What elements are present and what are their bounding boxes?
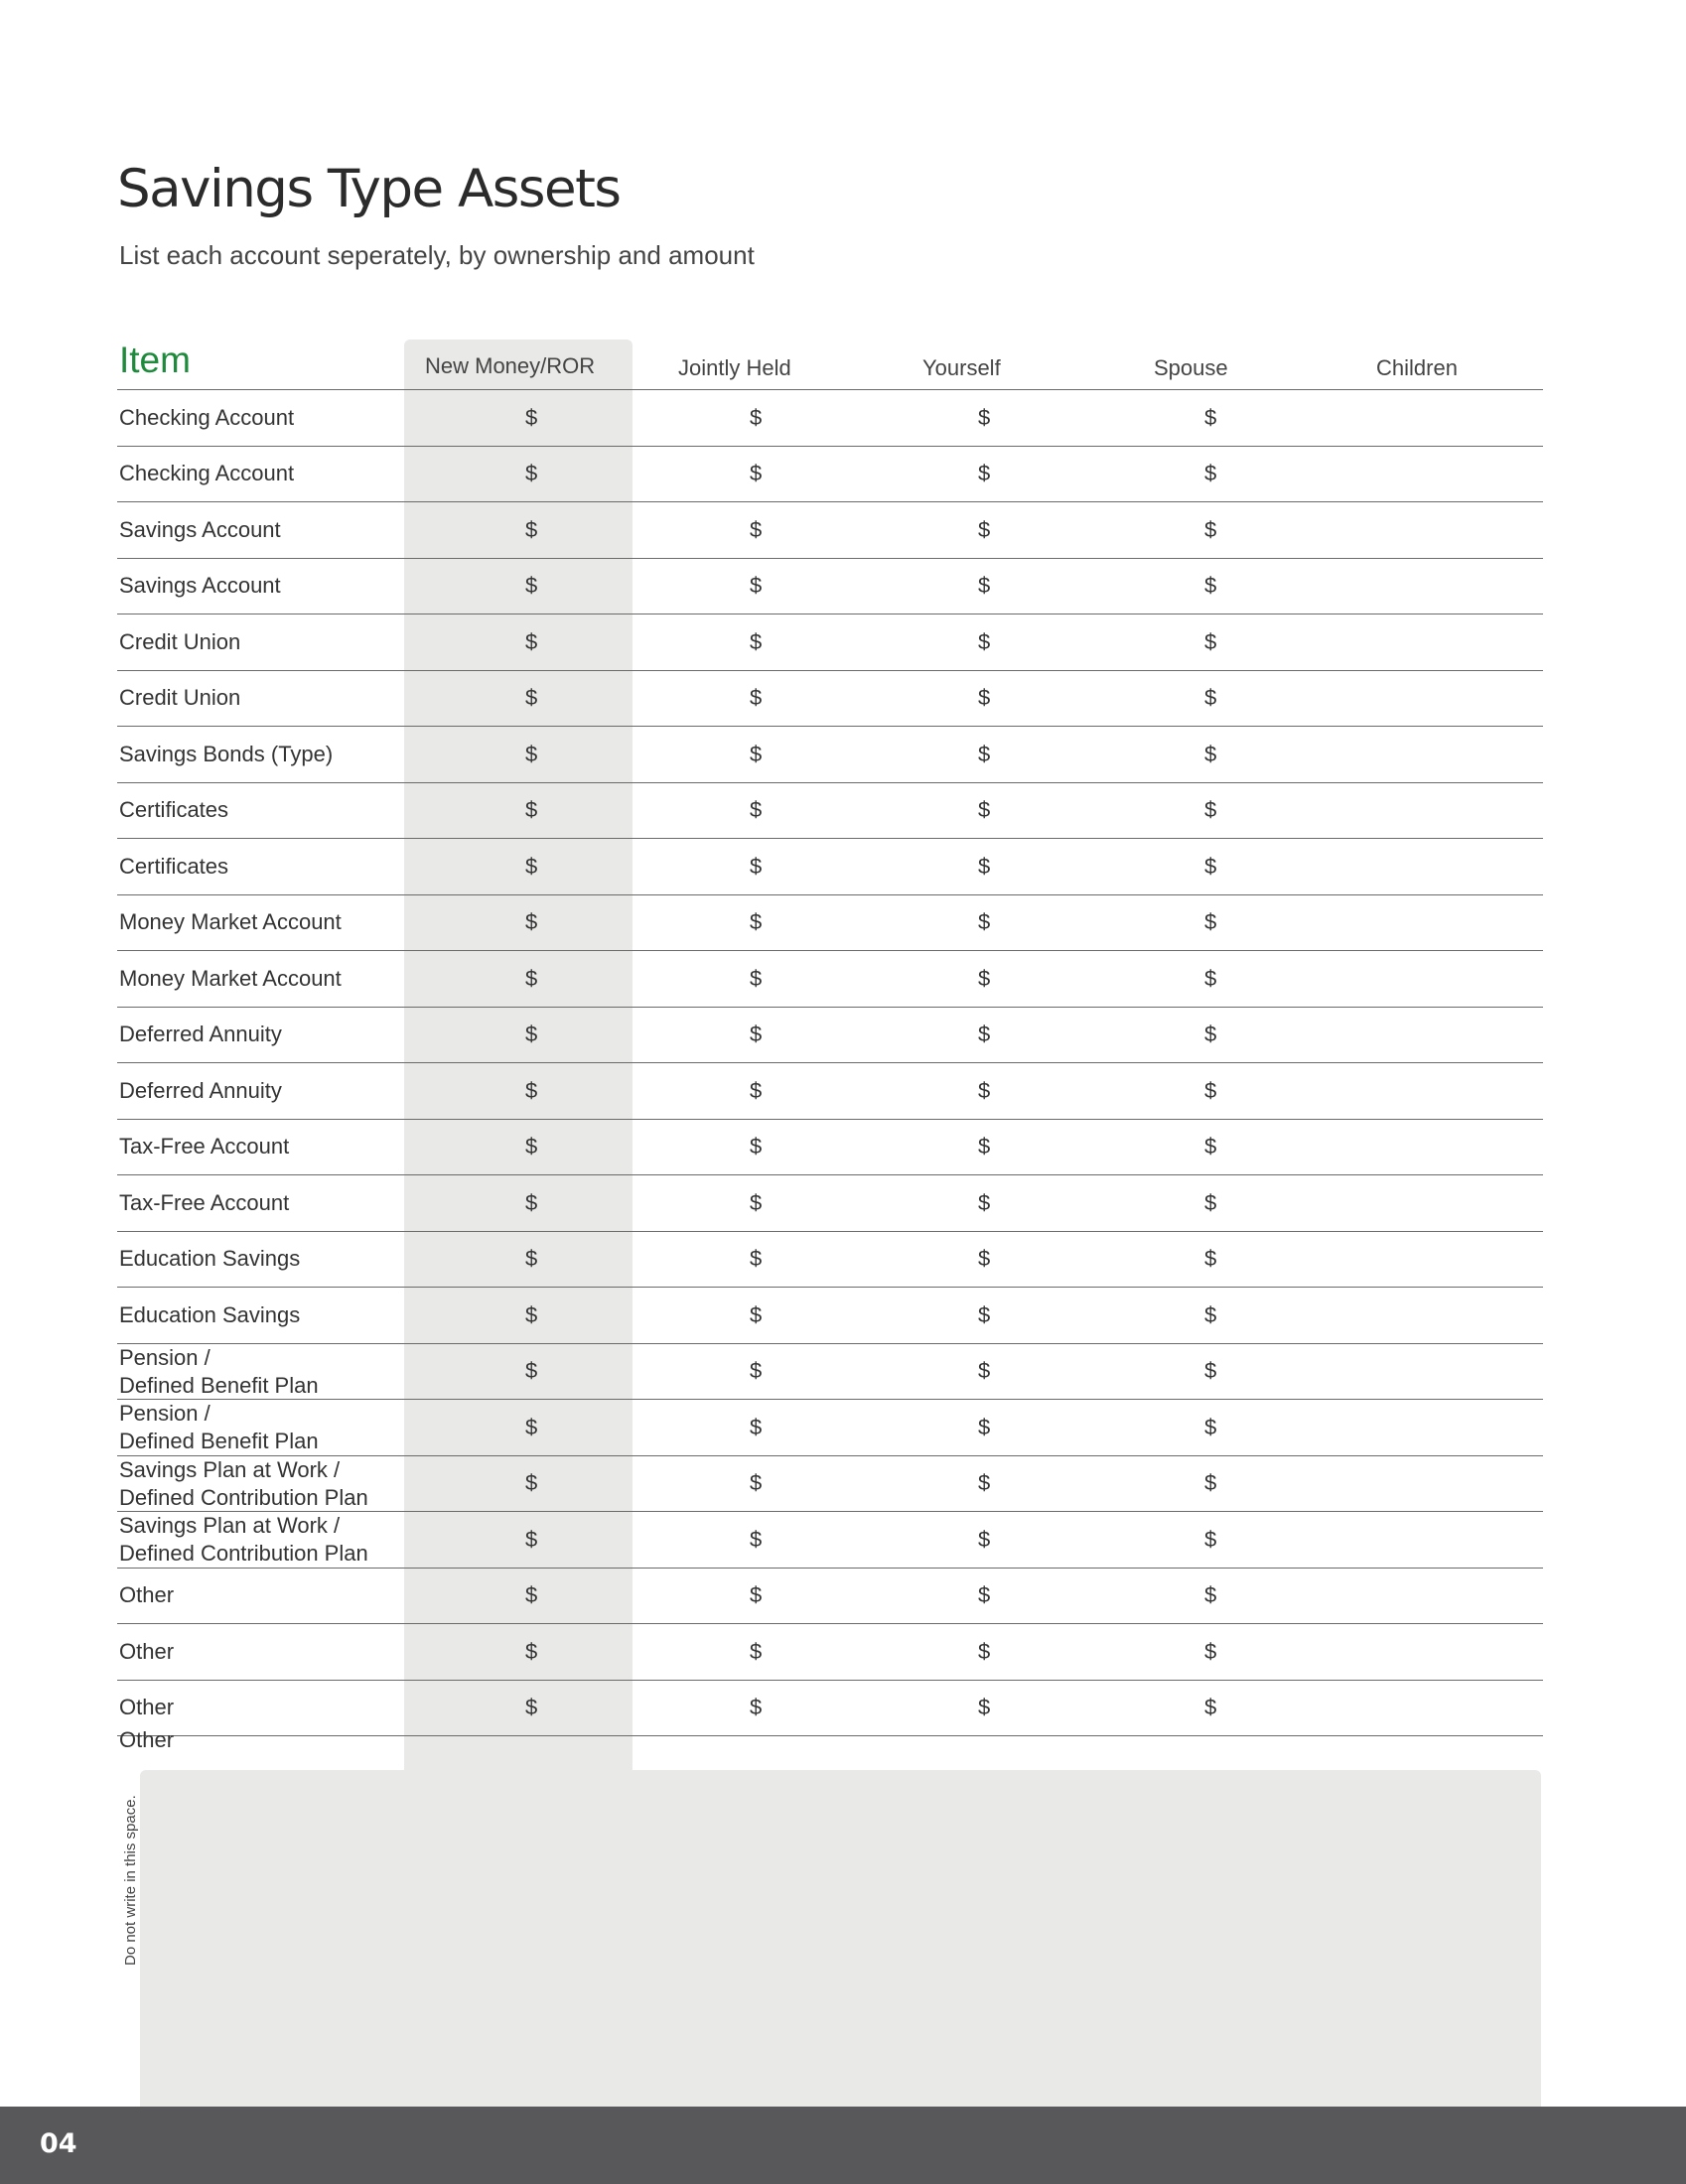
amount-field-spouse[interactable]: $ [978, 1470, 991, 1496]
amount-field-jointly[interactable]: $ [525, 1189, 538, 1215]
table-row [117, 1569, 1543, 1625]
row-label: Savings Plan at Work / Defined Contribution Plan [119, 1456, 368, 1510]
amount-field-jointly[interactable]: $ [525, 461, 538, 486]
row-label: Deferred Annuity [119, 1022, 282, 1047]
table-row [117, 1344, 1543, 1401]
header-children: Children [1376, 355, 1458, 380]
table-row [117, 783, 1543, 840]
amount-field-jointly[interactable]: $ [525, 797, 538, 823]
row-label: Education Savings [119, 1246, 301, 1272]
amount-field-children[interactable]: $ [1204, 628, 1217, 654]
amount-field-children[interactable]: $ [1204, 1358, 1217, 1384]
amount-field-jointly[interactable]: $ [525, 628, 538, 654]
amount-field-jointly[interactable]: $ [525, 1526, 538, 1552]
row-label: Education Savings [119, 1301, 301, 1327]
row-label: Credit Union [119, 685, 241, 711]
amount-field-spouse[interactable]: $ [978, 573, 991, 599]
amount-field-spouse[interactable]: $ [978, 1582, 991, 1608]
amount-field-jointly[interactable]: $ [525, 1246, 538, 1272]
amount-field-spouse[interactable]: $ [978, 404, 991, 430]
amount-field-spouse[interactable]: $ [978, 853, 991, 879]
amount-field-yourself[interactable]: $ [750, 853, 763, 879]
amount-field-jointly[interactable]: $ [525, 1077, 538, 1103]
row-label: Pension / Defined Benefit Plan [119, 1401, 319, 1453]
amount-field-jointly[interactable]: $ [525, 1470, 538, 1496]
amount-field-yourself[interactable]: $ [750, 1358, 763, 1384]
amount-field-spouse[interactable]: $ [978, 516, 991, 542]
row-label: Other [119, 1638, 175, 1664]
amount-field-yourself[interactable]: $ [750, 1526, 763, 1552]
amount-field-jointly[interactable]: $ [525, 404, 538, 430]
table-row [117, 951, 1543, 1008]
table-row [117, 447, 1543, 503]
amount-field-children[interactable]: $ [1204, 741, 1217, 766]
amount-field-spouse[interactable]: $ [978, 1526, 991, 1552]
amount-field-spouse[interactable]: $ [978, 1246, 991, 1272]
row-label: Savings Plan at Work / Defined Contribution Plan [119, 1513, 368, 1566]
amount-field-yourself[interactable]: $ [750, 628, 763, 654]
amount-field-spouse[interactable]: $ [978, 1134, 991, 1160]
table-row [117, 671, 1543, 728]
amount-field-yourself[interactable]: $ [750, 1301, 763, 1327]
row-label: Money Market Account [119, 965, 342, 991]
amount-field-yourself[interactable]: $ [750, 1189, 763, 1215]
header-yourself: Yourself [922, 355, 1001, 380]
amount-field-spouse[interactable]: $ [978, 1077, 991, 1103]
header-spouse: Spouse [1154, 355, 1228, 380]
row-label: Savings Account [119, 573, 281, 599]
amount-field-spouse[interactable]: $ [978, 1695, 991, 1720]
amount-field-children[interactable]: $ [1204, 1470, 1217, 1496]
table-row [117, 895, 1543, 952]
amount-field-spouse[interactable]: $ [978, 1301, 991, 1327]
page-title: Savings Type Assets [117, 159, 621, 219]
row-label: Certificates [119, 853, 229, 879]
table-row [117, 559, 1543, 615]
amount-field-children[interactable]: $ [1204, 516, 1217, 542]
amount-field-children[interactable]: $ [1204, 461, 1217, 486]
row-label: Other [119, 1695, 175, 1720]
amount-field-yourself[interactable]: $ [750, 909, 763, 935]
table-row [117, 1681, 1543, 1737]
amount-field-children[interactable]: $ [1204, 1022, 1217, 1047]
amount-field-yourself[interactable]: $ [750, 1470, 763, 1496]
amount-field-jointly[interactable]: $ [525, 1414, 538, 1439]
amount-field-children[interactable]: $ [1204, 1134, 1217, 1160]
page-number: 04 [40, 2128, 77, 2159]
page-footer [0, 2107, 1686, 2184]
table-row [117, 1008, 1543, 1064]
amount-field-yourself[interactable]: $ [750, 461, 763, 486]
amount-field-jointly[interactable]: $ [525, 1301, 538, 1327]
amount-field-jointly[interactable]: $ [525, 909, 538, 935]
amount-field-jointly[interactable]: $ [525, 965, 538, 991]
table-row [117, 1512, 1543, 1569]
row-label: Money Market Account [119, 909, 342, 935]
row-label: Certificates [119, 797, 229, 823]
amount-field-jointly[interactable]: $ [525, 573, 538, 599]
table-row [117, 1288, 1543, 1344]
amount-field-yourself[interactable]: $ [750, 1022, 763, 1047]
amount-field-jointly[interactable]: $ [525, 1695, 538, 1720]
amount-field-jointly[interactable]: $ [525, 853, 538, 879]
row-label: Savings Bonds (Type) [119, 741, 334, 766]
page-subtitle: List each account seperately, by ownership and amount [119, 240, 755, 270]
table-row [117, 1456, 1543, 1513]
amount-field-spouse[interactable]: $ [978, 1358, 991, 1384]
amount-field-children[interactable]: $ [1204, 1526, 1217, 1552]
amount-field-yourself[interactable]: $ [750, 741, 763, 766]
amount-field-children[interactable]: $ [1204, 797, 1217, 823]
amount-field-jointly[interactable]: $ [525, 685, 538, 711]
table-row [117, 1624, 1543, 1681]
amount-field-spouse[interactable]: $ [978, 1414, 991, 1439]
amount-field-spouse[interactable]: $ [978, 628, 991, 654]
row-label: Tax-Free Account [119, 1189, 290, 1215]
row-label: Tax-Free Account [119, 1134, 290, 1160]
table-row [117, 1063, 1543, 1120]
row-label: Other [119, 1582, 175, 1608]
table-row [117, 614, 1543, 671]
amount-field-yourself[interactable]: $ [750, 404, 763, 430]
row-label: Pension / Defined Benefit Plan [119, 1344, 319, 1398]
amount-field-children[interactable]: $ [1204, 853, 1217, 879]
amount-field-yourself[interactable]: $ [750, 1582, 763, 1608]
row-label: Credit Union [119, 628, 241, 654]
table-row [117, 502, 1543, 559]
amount-field-children[interactable]: $ [1204, 1695, 1217, 1720]
asset-table-body [117, 390, 1543, 1736]
table-row [117, 839, 1543, 895]
amount-field-yourself[interactable]: $ [750, 1638, 763, 1664]
amount-field-jointly[interactable]: $ [525, 1022, 538, 1047]
amount-field-spouse[interactable]: $ [978, 685, 991, 711]
amount-field-jointly[interactable]: $ [525, 1134, 538, 1160]
amount-field-spouse[interactable]: $ [978, 909, 991, 935]
header-jointly-held: Jointly Held [678, 355, 791, 380]
amount-field-spouse[interactable]: $ [978, 1022, 991, 1047]
amount-field-children[interactable]: $ [1204, 1301, 1217, 1327]
amount-field-spouse[interactable]: $ [978, 1189, 991, 1215]
table-row [117, 390, 1543, 447]
amount-field-yourself[interactable]: $ [750, 1414, 763, 1439]
amount-field-children[interactable]: $ [1204, 1077, 1217, 1103]
row-label-last-other: Other [119, 1727, 175, 1752]
amount-field-children[interactable]: $ [1204, 965, 1217, 991]
amount-field-yourself[interactable]: $ [750, 1246, 763, 1272]
amount-field-children[interactable]: $ [1204, 404, 1217, 430]
amount-field-spouse[interactable]: $ [978, 965, 991, 991]
amount-field-children[interactable]: $ [1204, 573, 1217, 599]
amount-field-children[interactable]: $ [1204, 1189, 1217, 1215]
table-row [117, 1232, 1543, 1289]
amount-field-children[interactable]: $ [1204, 1582, 1217, 1608]
amount-field-jointly[interactable]: $ [525, 1638, 538, 1664]
amount-field-jointly[interactable]: $ [525, 1582, 538, 1608]
do-not-write-area [140, 1770, 1541, 2108]
header-item: Item [119, 340, 191, 380]
table-row [117, 1175, 1543, 1232]
amount-field-children[interactable]: $ [1204, 685, 1217, 711]
row-label: Savings Account [119, 516, 281, 542]
table-row [117, 1120, 1543, 1176]
amount-field-yourself[interactable]: $ [750, 965, 763, 991]
amount-field-yourself[interactable]: $ [750, 1134, 763, 1160]
amount-field-yourself[interactable]: $ [750, 573, 763, 599]
amount-field-jointly[interactable]: $ [525, 1358, 538, 1384]
table-row [117, 1400, 1543, 1456]
amount-field-yourself[interactable]: $ [750, 516, 763, 542]
amount-field-spouse[interactable]: $ [978, 741, 991, 766]
amount-field-children[interactable]: $ [1204, 1638, 1217, 1664]
amount-field-jointly[interactable]: $ [525, 741, 538, 766]
row-label: Deferred Annuity [119, 1077, 282, 1103]
amount-field-children[interactable]: $ [1204, 1414, 1217, 1439]
amount-field-spouse[interactable]: $ [978, 461, 991, 486]
amount-field-children[interactable]: $ [1204, 909, 1217, 935]
amount-field-yourself[interactable]: $ [750, 1077, 763, 1103]
amount-field-children[interactable]: $ [1204, 1246, 1217, 1272]
row-label: Checking Account [119, 404, 295, 430]
table-row [117, 727, 1543, 783]
header-new-money: New Money/ROR [425, 353, 596, 378]
amount-field-spouse[interactable]: $ [978, 1638, 991, 1664]
amount-field-yourself[interactable]: $ [750, 1695, 763, 1720]
amount-field-yourself[interactable]: $ [750, 685, 763, 711]
amount-field-jointly[interactable]: $ [525, 516, 538, 542]
do-not-write-note-text: Do not write in this space. [122, 1795, 139, 1966]
amount-field-yourself[interactable]: $ [750, 797, 763, 823]
row-label: Checking Account [119, 461, 295, 486]
amount-field-spouse[interactable]: $ [978, 797, 991, 823]
